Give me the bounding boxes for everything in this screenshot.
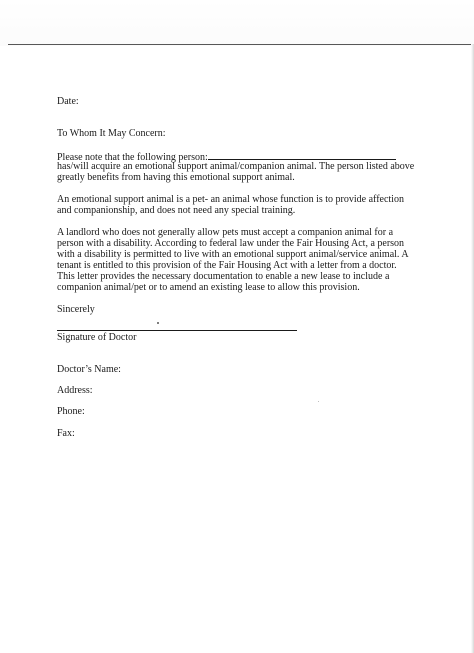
paragraph-1-line-3: greatly benefits from having this emotional support animal.	[57, 172, 295, 183]
address-label: Address:	[57, 385, 93, 396]
paragraph-2-line-1: An emotional support animal is a pet- an animal whose function is to provide affection	[57, 194, 404, 205]
paragraph-1-line-2: has/will acquire an emotional support animal/companion animal. The person listed above	[57, 161, 415, 172]
paragraph-3-line-6: companion animal/pet or to amend an existing lease to allow this provision.	[57, 282, 360, 293]
paragraph-3-line-2: person with a disability. According to federal law under the Fair Housing Act, a person	[57, 238, 405, 249]
doctor-name-label: Doctor’s Name:	[57, 364, 121, 375]
salutation: To Whom It May Concern:	[57, 128, 166, 139]
paragraph-3-line-4: tenant is entitled to this provision of the Fair Housing Act with a letter from a doctor.	[57, 260, 397, 271]
phone-label: Phone:	[57, 406, 85, 417]
person-name-blank	[208, 150, 396, 160]
fax-label: Fax:	[57, 428, 75, 439]
scan-speck	[157, 322, 159, 324]
signature-line	[57, 330, 297, 331]
scan-speck	[318, 401, 319, 402]
paragraph-3-line-1: A landlord who does not generally allow pets must accept a companion animal for a	[57, 227, 394, 238]
scan-top-margin	[0, 0, 474, 46]
signature-caption: Signature of Doctor	[57, 332, 137, 343]
paragraph-2-line-2: and companionship, and does not need any special training.	[57, 205, 296, 216]
person-prompt: Please note that the following person:	[57, 152, 208, 163]
paragraph-3-line-5: This letter provides the necessary documentation to enable a new lease to include a	[57, 271, 390, 282]
date-label: Date:	[57, 96, 79, 107]
paragraph-3-line-3: with a disability is permitted to live with an emotional support animal/service animal. A	[57, 249, 409, 260]
scan-edge-line	[8, 44, 474, 45]
closing: Sincerely	[57, 304, 95, 315]
